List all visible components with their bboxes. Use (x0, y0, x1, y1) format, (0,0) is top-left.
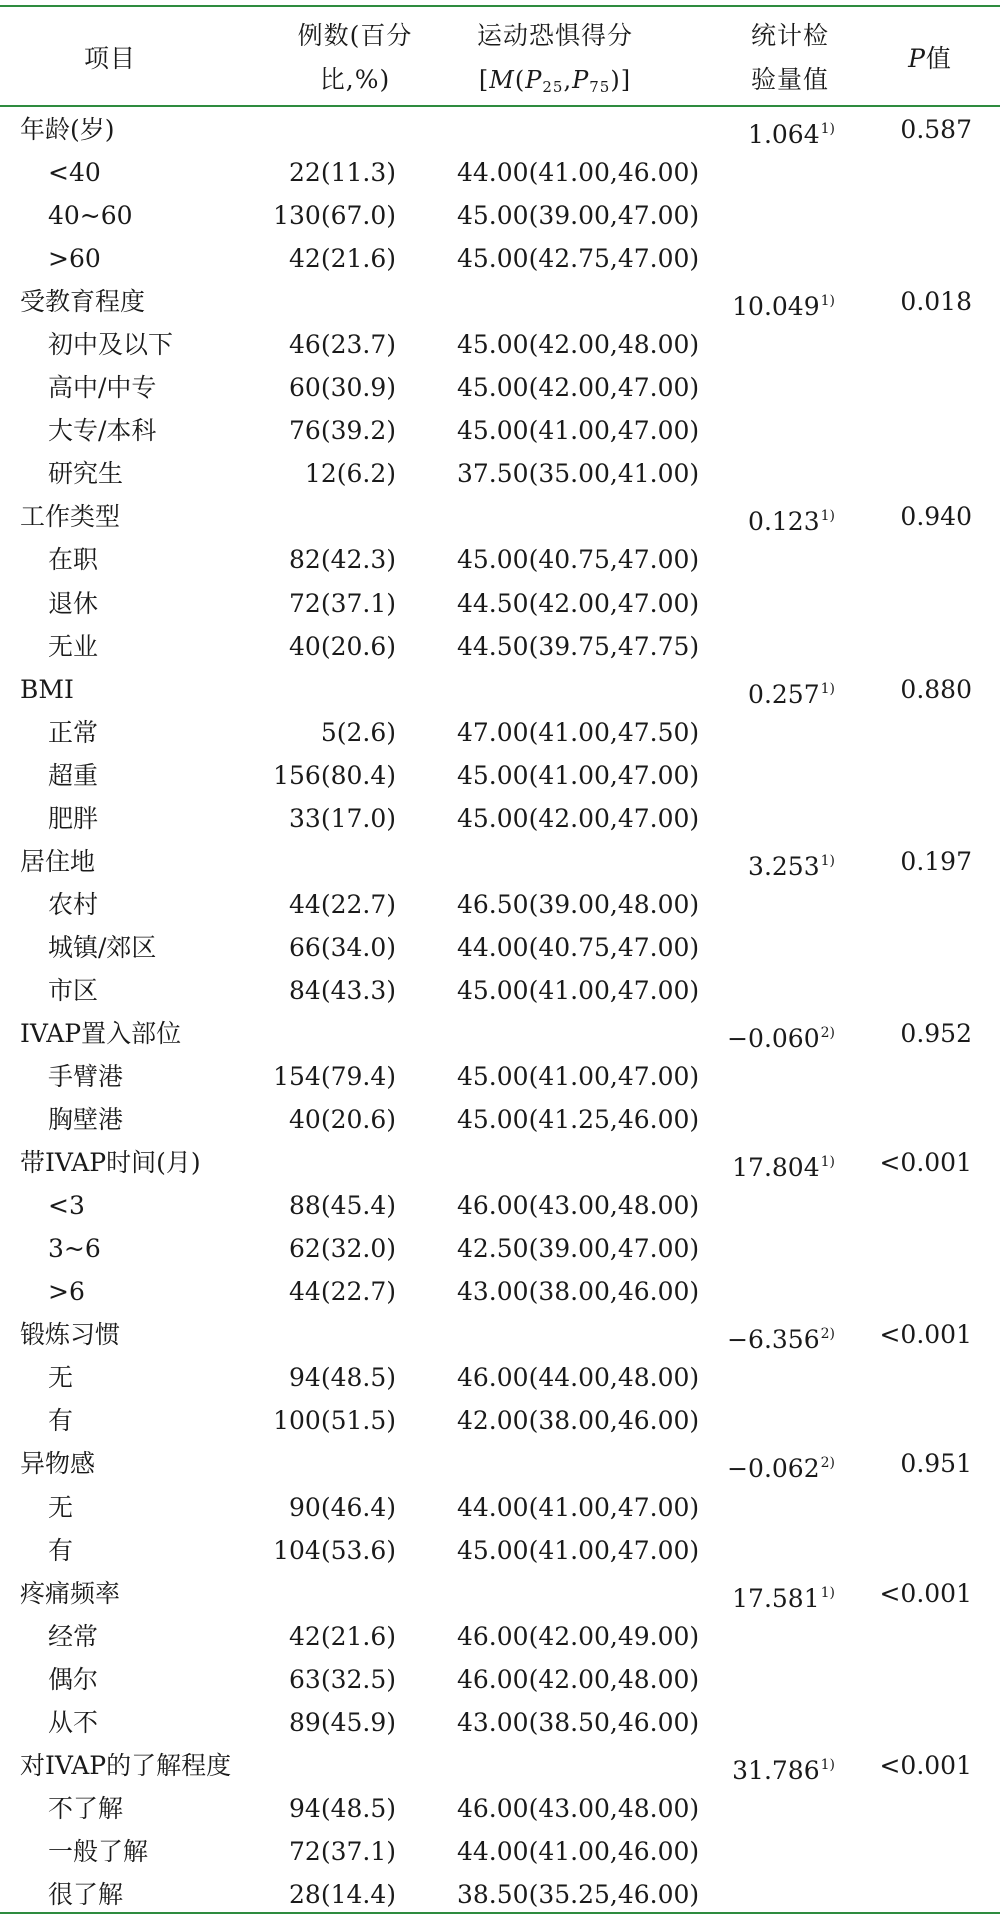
count-cell: 40(20.6) (289, 1105, 396, 1135)
stat-footnote-mark: 1) (820, 1756, 835, 1773)
table-group-row (0, 668, 1000, 711)
item-label: 无业 (48, 631, 99, 661)
table-group-row (0, 840, 1000, 883)
stat-footnote-mark: 2) (820, 1024, 835, 1041)
count-cell: 63(32.5) (289, 1664, 396, 1694)
table-group-row (0, 1442, 1000, 1485)
stat-value: −0.062 (727, 1454, 820, 1484)
stat-cell (732, 280, 835, 328)
stat-footnote-mark: 1) (820, 293, 835, 310)
count-cell: 94(48.5) (289, 1363, 396, 1393)
table-row (0, 711, 1000, 754)
table-row (0, 1270, 1000, 1313)
stat-footnote-mark: 1) (820, 121, 835, 137)
count-cell: 156(80.4) (273, 760, 396, 790)
stat-value: 31.786 (732, 1755, 820, 1785)
score-cell: 45.00(42.75,47.00) (457, 244, 700, 274)
table-group-row (0, 1012, 1000, 1055)
table-row (0, 323, 1000, 366)
item-label: >60 (48, 244, 101, 274)
table-row (0, 452, 1000, 495)
table-row (0, 194, 1000, 237)
score-cell: 46.00(42.00,49.00) (457, 1621, 700, 1651)
score-cell: 44.00(41.00,47.00) (457, 1492, 700, 1522)
stat-value: 17.804 (732, 1153, 820, 1183)
stat-cell (727, 1442, 835, 1490)
stat-footnote-mark: 2) (820, 1455, 835, 1472)
count-cell: 46(23.7) (289, 330, 396, 360)
group-label: 异物感 (20, 1449, 96, 1479)
item-label: 偶尔 (48, 1664, 99, 1694)
table-row (0, 1658, 1000, 1701)
table-row (0, 1615, 1000, 1658)
stat-cell (727, 1313, 835, 1361)
p-value-cell: 0.587 (900, 115, 972, 144)
p-value-cell: <0.001 (879, 1148, 972, 1178)
stat-cell (748, 495, 835, 543)
count-cell: 22(11.3) (289, 158, 396, 188)
item-label: 有 (48, 1535, 74, 1565)
p-value-cell: 0.952 (900, 1018, 972, 1048)
count-cell: 66(34.0) (289, 932, 396, 962)
group-label: 工作类型 (20, 502, 121, 532)
item-label: 高中/中专 (48, 373, 157, 403)
table-row (0, 1356, 1000, 1399)
stat-value: 1.064 (748, 120, 820, 149)
count-cell: 130(67.0) (273, 201, 396, 231)
item-label: <40 (48, 158, 101, 188)
table-row (0, 625, 1000, 668)
score-cell: 46.00(42.00,48.00) (457, 1664, 700, 1694)
count-cell: 88(45.4) (289, 1191, 396, 1221)
p-value-cell: <0.001 (879, 1578, 972, 1608)
item-label: 无 (48, 1492, 74, 1522)
header-score-line1: 运动恐惧得分 (476, 21, 633, 50)
header-stat (720, 14, 860, 102)
count-cell: 42(21.6) (289, 244, 396, 274)
table-row (0, 1486, 1000, 1529)
score-cell: 43.00(38.50,46.00) (457, 1707, 700, 1737)
score-cell: 45.00(41.00,47.00) (457, 1062, 700, 1092)
item-label: 超重 (48, 760, 99, 790)
stat-footnote-mark: 1) (820, 852, 835, 869)
score-cell: 44.00(41.00,46.00) (457, 1836, 700, 1866)
count-cell: 84(43.3) (289, 975, 396, 1005)
stat-footnote-mark: 1) (820, 680, 835, 697)
table-row (0, 926, 1000, 969)
stat-cell (727, 1012, 835, 1060)
header-bottom-rule (0, 105, 1000, 107)
stat-value: −0.060 (727, 1023, 820, 1053)
item-label: 手臂港 (48, 1062, 124, 1092)
count-cell: 90(46.4) (289, 1492, 396, 1522)
item-label: 市区 (48, 975, 99, 1005)
table-row (0, 1055, 1000, 1098)
p-value-cell: 0.940 (900, 502, 972, 532)
table-group-row (0, 1313, 1000, 1356)
table-bottom-rule (0, 1912, 1000, 1914)
table-row (0, 883, 1000, 926)
header-stat-line2: 验量值 (750, 65, 829, 94)
p-value-cell: 0.951 (900, 1449, 972, 1479)
stat-cell (748, 840, 835, 888)
group-label: 疼痛频率 (20, 1578, 121, 1608)
header-score (430, 14, 680, 109)
table-group-row (0, 495, 1000, 538)
score-cell: 46.00(44.00,48.00) (457, 1363, 700, 1393)
score-cell: 45.00(41.00,47.00) (457, 416, 700, 446)
item-label: 城镇/郊区 (48, 932, 157, 962)
p-value-cell: 0.197 (900, 846, 972, 876)
item-label: <3 (48, 1191, 85, 1221)
score-cell: 46.00(43.00,48.00) (457, 1191, 700, 1221)
item-label: 研究生 (48, 459, 124, 489)
table-row (0, 1529, 1000, 1572)
count-cell: 12(6.2) (304, 459, 396, 489)
stat-cell (732, 1572, 835, 1620)
table-group-row (0, 1572, 1000, 1615)
group-label: 对IVAP的了解程度 (20, 1750, 232, 1780)
stat-cell (748, 108, 835, 156)
score-cell: 45.00(39.00,47.00) (457, 201, 700, 231)
stat-value: −6.356 (727, 1325, 820, 1355)
item-label: 肥胖 (48, 803, 99, 833)
score-cell: 45.00(42.00,47.00) (457, 373, 700, 403)
count-cell: 100(51.5) (273, 1406, 396, 1436)
count-cell: 33(17.0) (289, 803, 396, 833)
stat-cell (732, 1744, 835, 1792)
table-row (0, 237, 1000, 280)
stat-value: 0.123 (748, 507, 820, 537)
item-label: >6 (48, 1277, 85, 1307)
table-row (0, 366, 1000, 409)
score-cell: 44.00(40.75,47.00) (457, 932, 700, 962)
table-group-row (0, 1141, 1000, 1184)
header-count (255, 14, 455, 102)
score-cell: 38.50(35.25,46.00) (457, 1879, 700, 1909)
group-label: 年龄(岁) (20, 115, 115, 144)
item-label: 一般了解 (48, 1836, 149, 1866)
count-cell: 76(39.2) (289, 416, 396, 446)
item-label: 农村 (48, 889, 99, 919)
header-stat-line1: 统计检 (750, 21, 829, 50)
stat-value: 10.049 (732, 292, 820, 322)
score-cell: 45.00(41.00,47.00) (457, 1535, 700, 1565)
header-item: 项目 (83, 44, 136, 73)
table-row (0, 409, 1000, 452)
table-group-row (0, 1744, 1000, 1787)
score-cell: 44.00(41.00,46.00) (457, 158, 700, 188)
header-count-line1: 例数(百分 (297, 21, 413, 50)
item-label: 正常 (48, 717, 99, 747)
group-label: 锻炼习惯 (20, 1320, 121, 1350)
score-cell: 45.00(42.00,48.00) (457, 330, 700, 360)
count-cell: 82(42.3) (289, 545, 396, 575)
stat-footnote-mark: 2) (820, 1326, 835, 1343)
stat-footnote-mark: 1) (820, 1154, 835, 1171)
item-label: 在职 (48, 545, 99, 575)
p-value-cell: <0.001 (879, 1320, 972, 1350)
header-score-line2: $[M(P_{25},P_{75})]$ (478, 66, 632, 96)
count-cell: 72(37.1) (289, 588, 396, 618)
group-label: 受教育程度 (20, 287, 146, 317)
stat-value: 17.581 (732, 1583, 820, 1613)
count-cell: 28(14.4) (289, 1879, 396, 1909)
score-cell: 46.00(43.00,48.00) (457, 1793, 700, 1823)
table-row (0, 1227, 1000, 1270)
score-cell: 45.00(42.00,47.00) (457, 803, 700, 833)
item-label: 经常 (48, 1621, 99, 1651)
item-label: 不了解 (48, 1793, 124, 1823)
header-count-line2: 比,%) (319, 65, 391, 94)
group-label: BMI (20, 674, 74, 704)
table-row (0, 1184, 1000, 1227)
header-p: P值 (908, 44, 952, 73)
stat-value: 0.257 (748, 679, 820, 709)
item-label: 初中及以下 (48, 330, 174, 360)
table-group-row (0, 108, 1000, 151)
count-cell: 42(21.6) (289, 1621, 396, 1651)
score-cell: 46.50(39.00,48.00) (457, 889, 700, 919)
table-row (0, 582, 1000, 625)
count-cell: 104(53.6) (273, 1535, 396, 1565)
item-label: 很了解 (48, 1879, 124, 1909)
item-label: 退休 (48, 588, 99, 618)
score-cell: 44.50(42.00,47.00) (457, 588, 700, 618)
score-cell: 45.00(41.25,46.00) (457, 1105, 700, 1135)
score-cell: 42.00(38.00,46.00) (457, 1406, 700, 1436)
table-row (0, 1098, 1000, 1141)
count-cell: 40(20.6) (289, 631, 396, 661)
stat-value: 3.253 (748, 851, 820, 881)
table-row (0, 1873, 1000, 1916)
item-label: 无 (48, 1363, 74, 1393)
count-cell: 62(32.0) (289, 1234, 396, 1264)
item-label: 3~6 (48, 1234, 101, 1264)
table-body (0, 108, 1000, 1916)
count-cell: 89(45.9) (289, 1707, 396, 1737)
score-cell: 45.00(41.00,47.00) (457, 760, 700, 790)
score-cell: 42.50(39.00,47.00) (457, 1234, 700, 1264)
item-label: 从不 (48, 1707, 99, 1737)
table-row (0, 969, 1000, 1012)
count-cell: 44(22.7) (289, 889, 396, 919)
group-label: 居住地 (20, 846, 96, 876)
count-cell: 60(30.9) (289, 373, 396, 403)
group-label: 带IVAP时间(月) (20, 1148, 201, 1178)
score-cell: 45.00(41.00,47.00) (457, 975, 700, 1005)
table-row (0, 538, 1000, 581)
item-label: 有 (48, 1406, 74, 1436)
score-cell: 37.50(35.00,41.00) (457, 459, 700, 489)
table-row (0, 151, 1000, 194)
score-cell: 47.00(41.00,47.50) (457, 717, 700, 747)
p-value-cell: <0.001 (879, 1750, 972, 1780)
stat-footnote-mark: 1) (820, 1584, 835, 1601)
item-label: 大专/本科 (48, 416, 157, 446)
group-label: IVAP置入部位 (20, 1018, 182, 1048)
stat-footnote-mark: 1) (820, 508, 835, 525)
count-cell: 5(2.6) (320, 717, 396, 747)
table-top-rule (0, 5, 1000, 7)
table-row (0, 797, 1000, 840)
count-cell: 44(22.7) (289, 1277, 396, 1307)
table-row (0, 1787, 1000, 1830)
item-label: 40~60 (48, 201, 133, 231)
count-cell: 94(48.5) (289, 1793, 396, 1823)
stat-cell (732, 1141, 835, 1189)
count-cell: 72(37.1) (289, 1836, 396, 1866)
count-cell: 154(79.4) (273, 1062, 396, 1092)
score-cell: 45.00(40.75,47.00) (457, 545, 700, 575)
table-row (0, 1830, 1000, 1873)
p-value-cell: 0.880 (900, 674, 972, 704)
table-row (0, 1399, 1000, 1442)
table-row (0, 754, 1000, 797)
stat-cell (748, 668, 835, 716)
table-row (0, 1701, 1000, 1744)
score-cell: 44.50(39.75,47.75) (457, 631, 700, 661)
item-label: 胸壁港 (48, 1105, 124, 1135)
score-cell: 43.00(38.00,46.00) (457, 1277, 700, 1307)
table-group-row (0, 280, 1000, 323)
p-value-cell: 0.018 (900, 287, 972, 317)
